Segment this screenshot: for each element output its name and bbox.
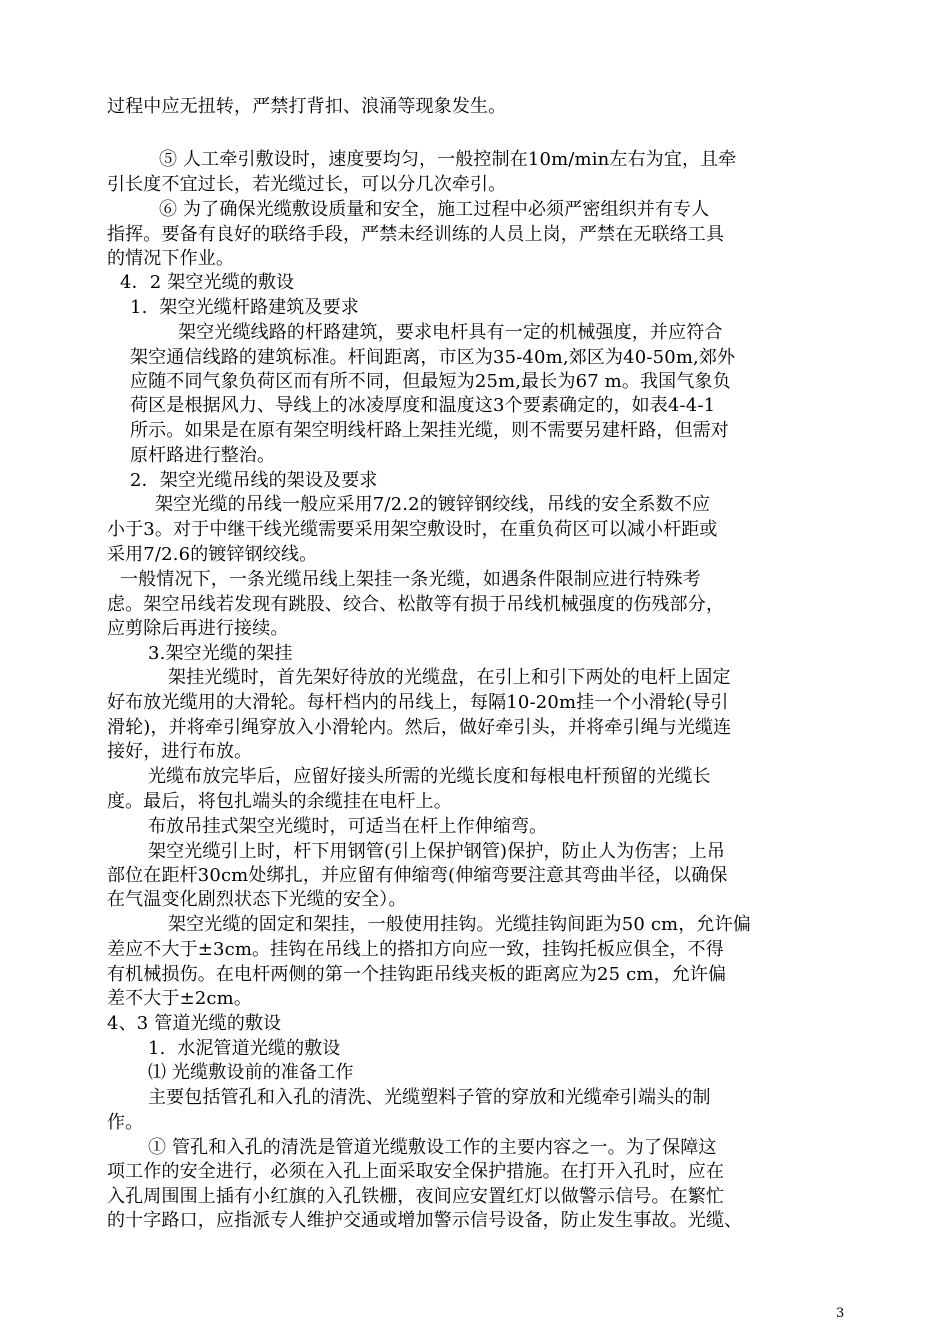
text-line: 的情况下作业。 bbox=[107, 248, 235, 269]
text-line: 所示。如果是在原有架空明线杆路上架挂光缆，则不需要另建杆路，但需对 bbox=[130, 420, 729, 441]
text-line: 小于3。对于中继干线光缆需要采用架空敷设时，在重负荷区可以减小杆距或 bbox=[107, 519, 718, 540]
text-line: 架空光缆的固定和架挂，一般使用挂钩。光缆挂钩间距为50 cm，允许偏 bbox=[168, 914, 751, 935]
text-line: 布放吊挂式架空光缆时，可适当在杆上作伸缩弯。 bbox=[148, 816, 548, 837]
section-heading: 4．2 架空光缆的敷设 bbox=[120, 272, 295, 293]
text-line: 差不大于±2cm。 bbox=[107, 988, 253, 1009]
text-line: ⑤ 人工牵引敷设时，速度要均匀，一般控制在10m/min左右为宜，且牵 bbox=[159, 149, 737, 170]
text-line: 架空光缆的吊线一般应采用7/2.2的镀锌钢绞线，吊线的安全系数不应 bbox=[155, 494, 711, 515]
text-line: 采用7/2.6的镀锌钢绞线。 bbox=[107, 544, 318, 565]
text-line: 荷区是根据风力、导线上的冰凌厚度和温度这3个要素确定的，如表4-4-1 bbox=[130, 395, 716, 416]
text-line: 主要包括管孔和入孔的清洗、光缆塑料子管的穿放和光缆牵引端头的制 bbox=[148, 1087, 711, 1108]
text-line: 架空光缆引上时，杆下用钢管(引上保护钢管)保护，防止人为伤害；上吊 bbox=[148, 841, 725, 862]
text-line: 在气温变化剧烈状态下光缆的安全）。 bbox=[107, 889, 407, 910]
text-line: 部位在距杆30cm处绑扎，并应留有伸缩弯(伸缩弯要注意其弯曲半径，以确保 bbox=[107, 865, 728, 886]
text-line: 指挥。要备有良好的联络手段，严禁未经训练的人员上岗，严禁在无联络工具 bbox=[107, 224, 725, 245]
text-line: 项工作的安全进行，必须在入孔上面采取安全保护措施。在打开入孔时，应在 bbox=[107, 1161, 725, 1182]
text-line: 有机械损伤。在电杆两侧的第一个挂钩距吊线夹板的距离应为25 cm，允许偏 bbox=[107, 964, 727, 985]
text-line: 原杆路进行整治。 bbox=[130, 445, 276, 466]
text-line: 应随不同气象负荷区而有所不同，但最短为25m,最长为67 m。我国气象负 bbox=[130, 371, 731, 392]
text-line: 架空光缆线路的杆路建筑，要求电杆具有一定的机械强度，并应符合 bbox=[178, 322, 723, 343]
subsection-heading: 3.架空光缆的架挂 bbox=[148, 643, 293, 664]
text-line: 过程中应无扭转，严禁打背扣、浪涌等现象发生。 bbox=[107, 96, 507, 117]
subsection-heading: 2．架空光缆吊线的架设及要求 bbox=[130, 470, 378, 491]
text-line: 入孔周围围上插有小红旗的入孔铁栅，夜间应安置红灯以做警示信号。在繁忙 bbox=[107, 1186, 725, 1207]
text-line: 的十字路口，应指派专人维护交通或增加警示信号设备，防止发生事故。光缆、 bbox=[107, 1210, 743, 1231]
text-line: 虑。架空吊线若发现有跳股、绞合、松散等有损于吊线机械强度的伤残部分， bbox=[107, 594, 725, 615]
text-line: 光缆布放完毕后，应留好接头所需的光缆长度和每根电杆预留的光缆长 bbox=[148, 766, 711, 787]
text-line: 应剪除后再进行接续。 bbox=[107, 618, 289, 639]
text-line: ① 管孔和入孔的清洗是管道光缆敷设工作的主要内容之一。为了保障这 bbox=[148, 1137, 717, 1158]
subsection-heading: 1. 架空光缆杆路建筑及要求 bbox=[130, 297, 359, 318]
text-line: 架挂光缆时，首先架好待放的光缆盘，在引上和引下两处的电杆上固定 bbox=[168, 667, 731, 688]
text-line: 一般情况下，一条光缆吊线上架挂一条光缆，如遇条件限制应进行特殊考 bbox=[120, 569, 701, 590]
subsection-heading: 1. 水泥管道光缆的敷设 bbox=[148, 1038, 341, 1059]
text-line: 差应不大于±3cm。挂钩在吊线上的搭扣方向应一致，挂钩托板应俱全，不得 bbox=[107, 939, 724, 960]
text-line: ⑥ 为了确保光缆敷设质量和安全，施工过程中必须严密组织并有专人 bbox=[159, 199, 710, 220]
text-line: 引长度不宜过长，若光缆过长，可以分几次牵引。 bbox=[107, 174, 507, 195]
text-line: 作。 bbox=[107, 1112, 144, 1133]
text-line: 架空通信线路的建筑标准。杆间距离，市区为35-40m,郊区为40-50m,郊外 bbox=[130, 347, 736, 368]
text-line: 滑轮)，并将牵引绳穿放入小滑轮内。然后，做好牵引头，并将牵引绳与光缆连 bbox=[107, 717, 732, 738]
text-line: 度。最后，将包扎端头的余缆挂在电杆上。 bbox=[107, 791, 452, 812]
text-line: 接好，进行布放。 bbox=[107, 741, 253, 762]
subsection-heading: ⑴ 光缆敷设前的准备工作 bbox=[148, 1062, 354, 1083]
page-number: 3 bbox=[836, 1306, 845, 1321]
text-line: 好布放光缆用的大滑轮。每杆档内的吊线上，每隔10-20m挂一个小滑轮(导引 bbox=[107, 692, 729, 713]
section-heading: 4、3 管道光缆的敷设 bbox=[107, 1013, 282, 1034]
